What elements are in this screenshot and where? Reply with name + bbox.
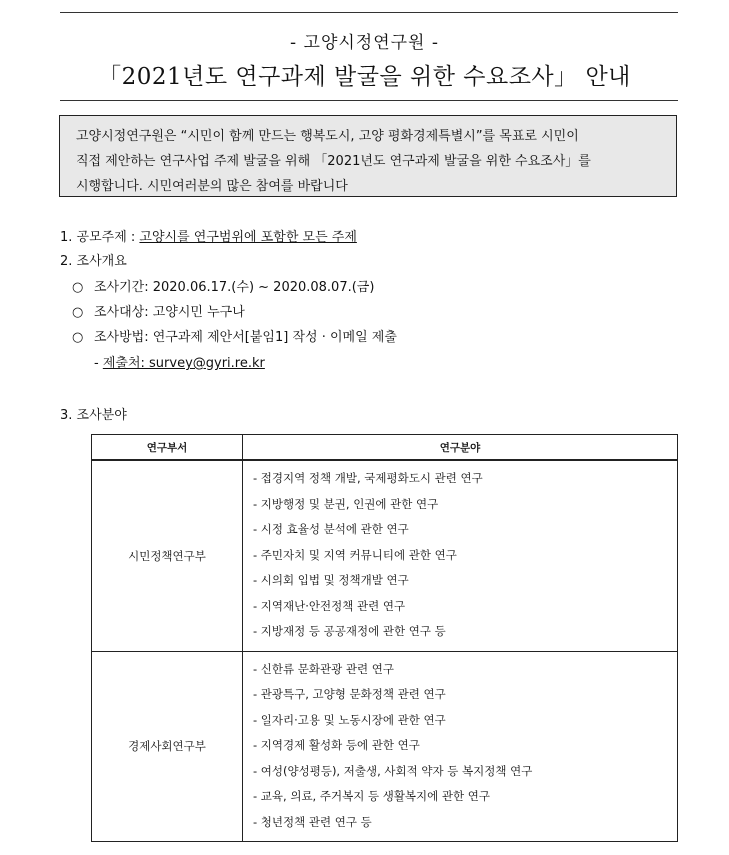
header-field: 연구분야 [243,435,678,461]
department-name: 시민정책연구부 [92,460,243,651]
topic-item: - 지역경제 활성화 등에 관한 연구 [253,738,420,752]
overview-method [72,326,397,345]
notice-line: 직접 제안하는 연구사업 주제 발굴을 위해 「2021년도 연구과제 발굴을 위한 수요조사」를 [76,154,591,169]
overview-period [72,276,374,295]
organization-name: - 고양시정연구원 - [289,33,440,53]
section-1-theme [60,226,357,245]
topic-item: - 지방재정 등 공공재정에 관한 연구 등 [253,624,446,638]
section-1-label: 1. 공모주제 : [60,230,140,245]
topic-item: - 교육, 의료, 주거복지 등 생활복지에 관한 연구 [253,789,491,803]
table-header-row [92,435,678,461]
section-1-value: 고양시를 연구범위에 포함한 모든 주제 [139,230,357,245]
table-row [92,460,678,651]
circle-bullet-icon: ○ [72,305,84,320]
submission-email: : survey@gyri.re.kr [140,356,265,371]
overview-period-text: 조사기간: 2020.06.17.(수) ~ 2020.08.07.(금) [94,280,375,295]
section-2-label: 2. 조사개요 [60,254,127,269]
topic-item: - 지방행정 및 분권, 인권에 관한 연구 [253,496,439,511]
submission-label: 제출처 [102,356,141,371]
table-row [92,651,678,842]
topic-item: - 여성(양성평등), 저출생, 사회적 약자 등 복지정책 연구 [253,763,533,778]
notice-box [59,115,677,197]
overview-submission [94,352,265,371]
submission-dash: - [94,356,103,371]
topic-item: - 지역재난·안전정책 관련 연구 [253,598,406,613]
department-name: 경제사회연구부 [92,651,243,842]
header-department: 연구부서 [92,435,243,461]
topic-item: - 관광특구, 고양형 문화정책 관련 연구 [253,687,446,701]
section-3-label: 3. 조사분야 [60,408,127,423]
circle-bullet-icon: ○ [72,280,84,295]
research-fields-table [91,434,678,842]
topic-item: - 청년정책 관련 연구 등 [253,814,372,829]
topic-item: - 접경지역 정책 개발, 국제평화도시 관련 연구 [253,471,483,485]
header-top-rule [60,12,678,13]
topic-item: - 일자리·고용 및 노동시장에 관한 연구 [253,712,446,727]
page-title: 「2021년도 연구과제 발굴을 위한 수요조사」 안내 [98,64,631,90]
topic-item: - 주민자치 및 지역 커뮤니티에 관한 연구 [253,547,457,562]
notice-line: 고양시정연구원은 “시민이 함께 만드는 행복도시, 고양 평화경제특별시”를 목표로 시민이 [76,129,579,144]
header-bottom-rule [60,100,678,101]
overview-target-text: 조사대상: 고양시민 누구나 [94,305,245,320]
topic-item: - 시정 효율성 분석에 관한 연구 [253,522,409,536]
topic-item: - 시의회 입법 및 정책개발 연구 [253,573,409,587]
topic-item: - 신한류 문화관광 관련 연구 [253,661,394,676]
circle-bullet-icon: ○ [72,330,84,345]
overview-target [72,301,245,320]
overview-method-text: 조사방법: 연구과제 제안서[붙임1] 작성 · 이메일 제출 [94,330,397,345]
topic-list [243,651,678,842]
topic-list [243,460,678,651]
notice-line: 시행합니다. 시민여러분의 많은 참여를 바랍니다 [76,179,348,194]
